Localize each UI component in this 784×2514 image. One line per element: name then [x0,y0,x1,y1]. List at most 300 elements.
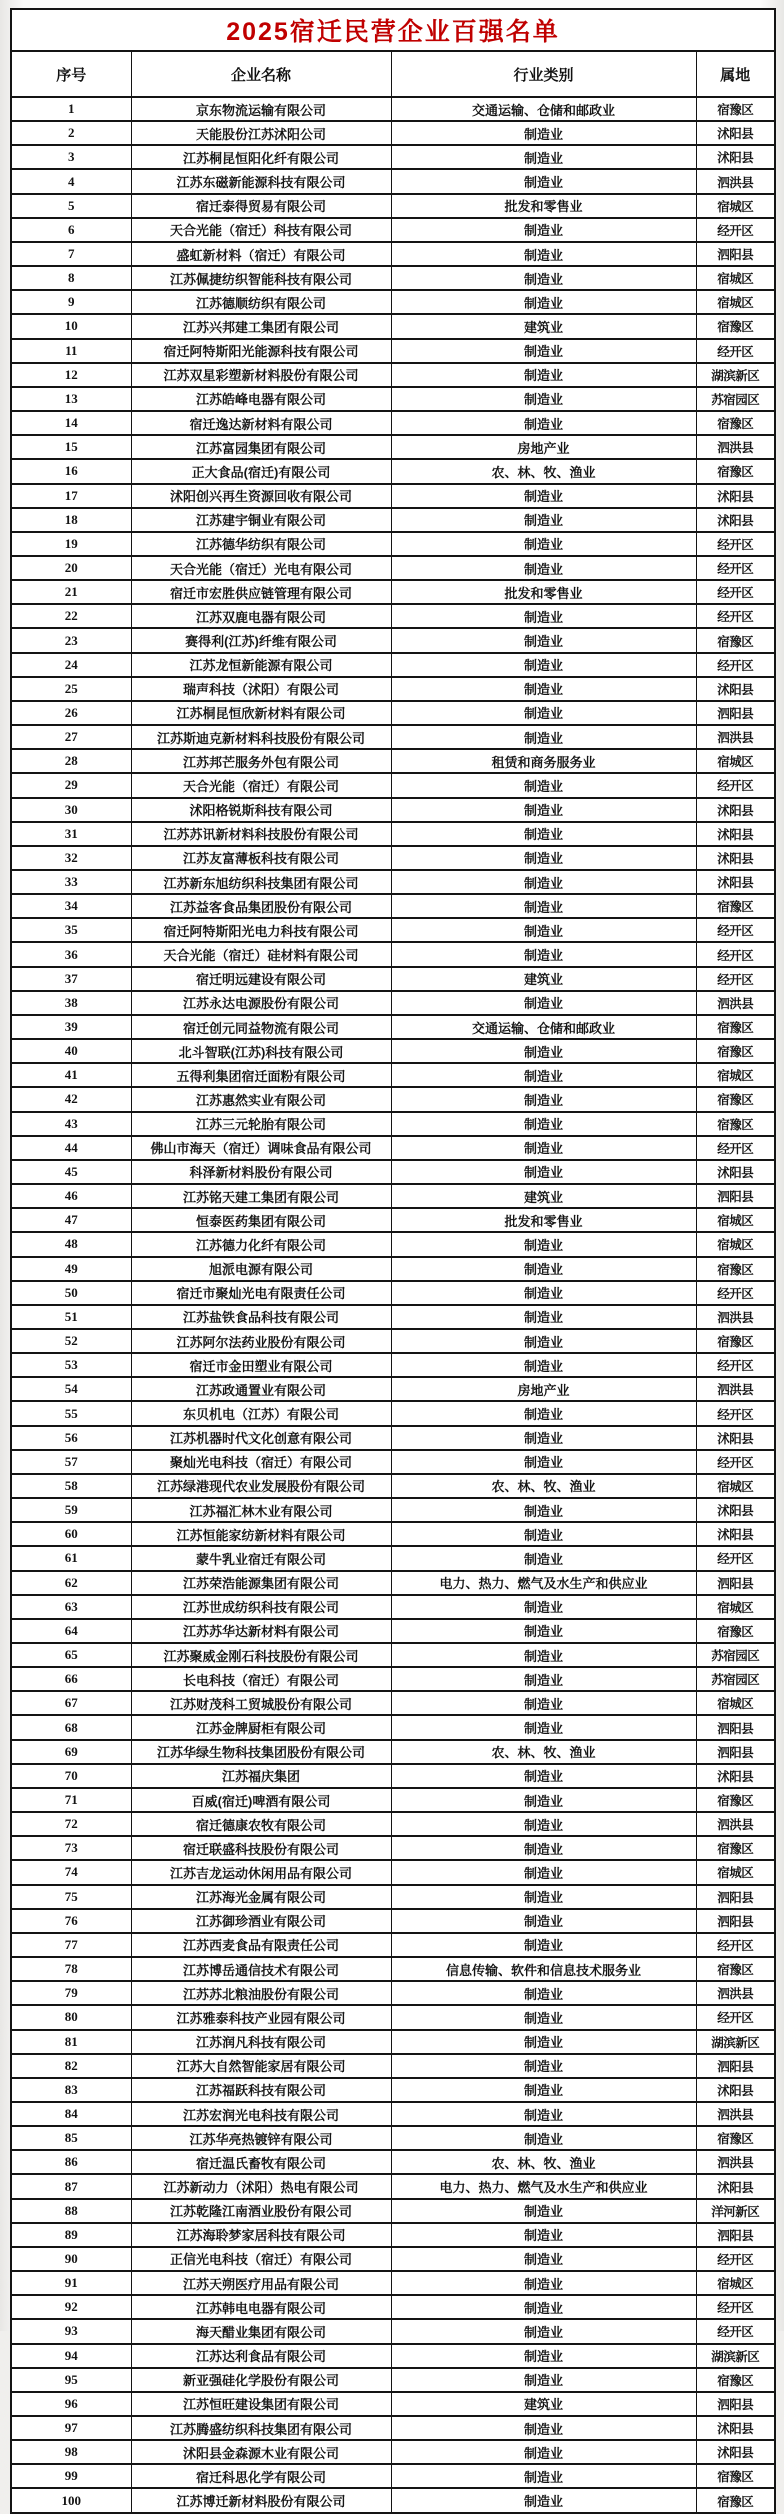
industry-cell: 制造业 [391,604,696,628]
table-row [11,1981,775,2005]
company-cell: 宿迁科思化学有限公司 [131,2464,391,2488]
company-cell: 江苏聚威金刚石科技股份有限公司 [131,1643,391,1667]
region-cell: 经开区 [696,604,775,628]
region-cell: 沭阳县 [696,1522,775,1546]
region-cell: 宿豫区 [696,411,775,435]
industry-cell: 制造业 [391,1933,696,1957]
rank-cell: 86 [11,2150,131,2174]
rank-cell: 76 [11,1909,131,1933]
industry-cell: 制造业 [391,484,696,508]
region-cell: 沭阳县 [696,2078,775,2102]
region-cell: 湖滨新区 [696,2030,775,2054]
rank-cell: 55 [11,1401,131,1425]
industry-cell: 制造业 [391,290,696,314]
region-cell: 宿豫区 [696,459,775,483]
rank-cell: 1 [11,97,131,121]
table-row [11,2030,775,2054]
table-row [11,411,775,435]
rank-cell: 19 [11,532,131,556]
rank-cell: 64 [11,1619,131,1643]
rank-cell: 71 [11,1788,131,1812]
region-cell: 苏宿园区 [696,1643,775,1667]
table-row [11,967,775,991]
industry-cell: 批发和零售业 [391,194,696,218]
table-row [11,1426,775,1450]
company-cell: 百威(宿迁)啤酒有限公司 [131,1788,391,1812]
company-cell: 江苏世成纺织科技有限公司 [131,1595,391,1619]
table-body [11,97,775,2513]
column-header-company: 企业名称 [131,51,391,97]
industry-cell: 制造业 [391,1764,696,1788]
table-row [11,1957,775,1981]
rank-cell: 3 [11,145,131,169]
table-row [11,725,775,749]
industry-cell: 制造业 [391,1232,696,1256]
industry-cell: 电力、热力、燃气及水生产和供应业 [391,1571,696,1595]
rank-cell: 96 [11,2392,131,2416]
rank-cell: 41 [11,1063,131,1087]
rank-cell: 78 [11,1957,131,1981]
company-cell: 科泽新材料股份有限公司 [131,1160,391,1184]
table-row [11,387,775,411]
region-cell: 沭阳县 [696,484,775,508]
table-row [11,169,775,193]
table-row [11,1667,775,1691]
table-row [11,1643,775,1667]
rank-cell: 31 [11,822,131,846]
company-cell: 江苏皓峰电器有限公司 [131,387,391,411]
company-cell: 江苏御珍酒业有限公司 [131,1909,391,1933]
industry-cell: 建筑业 [391,967,696,991]
company-cell: 天合光能（宿迁）硅材料有限公司 [131,942,391,966]
industry-cell: 制造业 [391,387,696,411]
company-cell: 江苏苏华达新材料有限公司 [131,1619,391,1643]
table-row [11,2416,775,2440]
rank-cell: 34 [11,894,131,918]
industry-cell: 制造业 [391,2295,696,2319]
company-cell: 天能股份江苏沭阳公司 [131,121,391,145]
region-cell: 经开区 [696,1281,775,1305]
industry-cell: 制造业 [391,1450,696,1474]
region-cell: 湖滨新区 [696,2344,775,2368]
industry-cell: 制造业 [391,677,696,701]
company-cell: 正大食品(宿迁)有限公司 [131,459,391,483]
company-cell: 江苏富园集团有限公司 [131,435,391,459]
industry-cell: 批发和零售业 [391,580,696,604]
industry-cell: 制造业 [391,1667,696,1691]
industry-cell: 制造业 [391,1087,696,1111]
rank-cell: 30 [11,798,131,822]
table-row [11,2344,775,2368]
region-cell: 沭阳县 [696,2174,775,2198]
company-cell: 江苏福跃科技有限公司 [131,2078,391,2102]
industry-cell: 制造业 [391,2102,696,2126]
company-cell: 江苏惠然实业有限公司 [131,1087,391,1111]
region-cell: 宿城区 [696,1595,775,1619]
region-cell: 宿城区 [696,1474,775,1498]
company-cell: 江苏三元轮胎有限公司 [131,1112,391,1136]
industry-cell: 制造业 [391,218,696,242]
rank-cell: 73 [11,1836,131,1860]
company-cell: 江苏苏讯新材料科技股份有限公司 [131,822,391,846]
table-row [11,2150,775,2174]
industry-cell: 制造业 [391,870,696,894]
rank-cell: 4 [11,169,131,193]
region-cell: 沭阳县 [696,2416,775,2440]
company-cell: 江苏德顺纺织有限公司 [131,290,391,314]
region-cell: 宿豫区 [696,1836,775,1860]
region-cell: 泗洪县 [696,991,775,1015]
table-row [11,435,775,459]
region-cell: 宿城区 [696,1208,775,1232]
industry-cell: 建筑业 [391,1184,696,1208]
company-cell: 江苏乾隆江南酒业股份有限公司 [131,2199,391,2223]
rank-cell: 62 [11,1571,131,1595]
region-cell: 宿豫区 [696,894,775,918]
company-cell: 宿迁市金田塑业有限公司 [131,1353,391,1377]
table-row [11,1764,775,1788]
industry-cell: 制造业 [391,1643,696,1667]
rank-cell: 100 [11,2488,131,2512]
region-cell: 经开区 [696,967,775,991]
company-cell: 新亚强硅化学股份有限公司 [131,2368,391,2392]
rank-cell: 74 [11,1860,131,1884]
industry-cell: 房地产业 [391,1377,696,1401]
region-cell: 泗阳县 [696,1885,775,1909]
company-cell: 沭阳县金森源木业有限公司 [131,2440,391,2464]
table-row [11,2464,775,2488]
rank-cell: 93 [11,2319,131,2343]
rank-cell: 68 [11,1715,131,1739]
region-cell: 经开区 [696,339,775,363]
company-cell: 沭阳创兴再生资源回收有限公司 [131,484,391,508]
title-row [11,9,775,51]
rank-cell: 49 [11,1257,131,1281]
company-cell: 北斗智联(江苏)科技有限公司 [131,1039,391,1063]
rank-cell: 56 [11,1426,131,1450]
table-row [11,2488,775,2512]
region-cell: 沭阳县 [696,508,775,532]
region-cell: 宿豫区 [696,1619,775,1643]
region-cell: 经开区 [696,556,775,580]
industry-cell: 制造业 [391,2126,696,2150]
table-row [11,798,775,822]
industry-cell: 制造业 [391,653,696,677]
company-cell: 江苏苏北粮油股份有限公司 [131,1981,391,2005]
company-cell: 蒙牛乳业宿迁有限公司 [131,1546,391,1570]
region-cell: 宿豫区 [696,1039,775,1063]
rank-cell: 81 [11,2030,131,2054]
company-cell: 宿迁逸达新材料有限公司 [131,411,391,435]
table-row [11,1860,775,1884]
industry-cell: 农、林、牧、渔业 [391,2150,696,2174]
region-cell: 宿豫区 [696,314,775,338]
company-cell: 江苏海光金属有限公司 [131,1885,391,1909]
industry-cell: 制造业 [391,508,696,532]
region-cell: 宿豫区 [696,628,775,652]
table-row [11,2174,775,2198]
industry-cell: 制造业 [391,894,696,918]
region-cell: 泗洪县 [696,1812,775,1836]
rank-cell: 85 [11,2126,131,2150]
region-cell: 经开区 [696,1933,775,1957]
industry-cell: 制造业 [391,1257,696,1281]
industry-cell: 制造业 [391,1546,696,1570]
industry-cell: 房地产业 [391,435,696,459]
region-cell: 宿豫区 [696,1015,775,1039]
company-cell: 宿迁阿特斯阳光电力科技有限公司 [131,918,391,942]
region-cell: 泗阳县 [696,242,775,266]
region-cell: 泗洪县 [696,2150,775,2174]
region-cell: 经开区 [696,1401,775,1425]
company-cell: 赛得利(江苏)纤维有限公司 [131,628,391,652]
region-cell: 经开区 [696,2319,775,2343]
company-cell: 恒泰医药集团有限公司 [131,1208,391,1232]
table-row [11,1257,775,1281]
industry-cell: 建筑业 [391,2392,696,2416]
company-cell: 宿迁德康农牧有限公司 [131,1812,391,1836]
industry-cell: 制造业 [391,991,696,1015]
region-cell: 宿城区 [696,2271,775,2295]
company-cell: 江苏恒能家纺新材料有限公司 [131,1522,391,1546]
rank-cell: 67 [11,1691,131,1715]
company-cell: 旭派电源有限公司 [131,1257,391,1281]
region-cell: 泗洪县 [696,1981,775,2005]
industry-cell: 制造业 [391,2078,696,2102]
table-row [11,846,775,870]
table-row [11,1087,775,1111]
company-cell: 江苏德华纺织有限公司 [131,532,391,556]
company-cell: 江苏韩电电器有限公司 [131,2295,391,2319]
industry-cell: 制造业 [391,145,696,169]
company-cell: 江苏新东旭纺织科技集团有限公司 [131,870,391,894]
industry-cell: 制造业 [391,2440,696,2464]
rank-cell: 15 [11,435,131,459]
rank-cell: 14 [11,411,131,435]
industry-cell: 制造业 [391,1909,696,1933]
region-cell: 经开区 [696,1450,775,1474]
rank-cell: 24 [11,653,131,677]
company-cell: 海天醋业集团有限公司 [131,2319,391,2343]
region-cell: 经开区 [696,1136,775,1160]
table-row [11,1377,775,1401]
rank-cell: 48 [11,1232,131,1256]
industry-cell: 制造业 [391,725,696,749]
region-cell: 泗阳县 [696,2392,775,2416]
table-row [11,97,775,121]
industry-cell: 交通运输、仓储和邮政业 [391,97,696,121]
table-row [11,870,775,894]
company-cell: 江苏机器时代文化创意有限公司 [131,1426,391,1450]
industry-cell: 制造业 [391,2005,696,2029]
industry-cell: 制造业 [391,1160,696,1184]
table-row [11,1450,775,1474]
industry-cell: 制造业 [391,942,696,966]
table-row [11,749,775,773]
company-cell: 江苏荣浩能源集团有限公司 [131,1571,391,1595]
industry-cell: 制造业 [391,411,696,435]
region-cell: 经开区 [696,2295,775,2319]
table-row [11,2247,775,2271]
table-row [11,2199,775,2223]
table-row [11,508,775,532]
region-cell: 经开区 [696,942,775,966]
table-row [11,653,775,677]
table-row [11,194,775,218]
industry-cell: 制造业 [391,1401,696,1425]
rank-cell: 18 [11,508,131,532]
industry-cell: 制造业 [391,1063,696,1087]
industry-cell: 制造业 [391,169,696,193]
industry-cell: 制造业 [391,1329,696,1353]
table-row [11,2078,775,2102]
table-row [11,701,775,725]
table-row [11,2368,775,2392]
rank-cell: 57 [11,1450,131,1474]
rank-cell: 44 [11,1136,131,1160]
company-cell: 江苏斯迪克新材料科技股份有限公司 [131,725,391,749]
company-cell: 江苏桐昆恒欣新材料有限公司 [131,701,391,725]
table-row [11,1474,775,1498]
region-cell: 经开区 [696,653,775,677]
rank-cell: 83 [11,2078,131,2102]
industry-cell: 制造业 [391,1860,696,1884]
rank-cell: 54 [11,1377,131,1401]
table-row [11,2295,775,2319]
industry-cell: 农、林、牧、渔业 [391,459,696,483]
table-row [11,1571,775,1595]
region-cell: 湖滨新区 [696,363,775,387]
rank-cell: 65 [11,1643,131,1667]
region-cell: 宿城区 [696,1691,775,1715]
industry-cell: 制造业 [391,1281,696,1305]
table-row [11,628,775,652]
company-cell: 宿迁阿特斯阳光能源科技有限公司 [131,339,391,363]
industry-cell: 制造业 [391,2247,696,2271]
region-cell: 宿豫区 [696,1957,775,1981]
company-cell: 江苏龙恒新能源有限公司 [131,653,391,677]
region-cell: 泗洪县 [696,435,775,459]
rank-cell: 35 [11,918,131,942]
company-cell: 宿迁市宏胜供应链管理有限公司 [131,580,391,604]
company-cell: 沭阳格锐斯科技有限公司 [131,798,391,822]
rank-cell: 89 [11,2223,131,2247]
region-cell: 宿豫区 [696,1087,775,1111]
rank-cell: 8 [11,266,131,290]
company-cell: 江苏达利食品有限公司 [131,2344,391,2368]
table-row [11,1208,775,1232]
industry-cell: 制造业 [391,363,696,387]
rank-cell: 37 [11,967,131,991]
region-cell: 宿豫区 [696,97,775,121]
table-row [11,121,775,145]
rank-cell: 51 [11,1305,131,1329]
industry-cell: 交通运输、仓储和邮政业 [391,1015,696,1039]
table-head [11,9,775,97]
company-cell: 江苏宏润光电科技有限公司 [131,2102,391,2126]
table-row [11,822,775,846]
region-cell: 宿豫区 [696,1788,775,1812]
company-cell: 江苏华亮热镀锌有限公司 [131,2126,391,2150]
table-row [11,1136,775,1160]
industry-cell: 制造业 [391,2030,696,2054]
rank-cell: 52 [11,1329,131,1353]
region-cell: 沭阳县 [696,846,775,870]
region-cell: 沭阳县 [696,1426,775,1450]
region-cell: 泗阳县 [696,2054,775,2078]
company-cell: 江苏润凡科技有限公司 [131,2030,391,2054]
industry-cell: 制造业 [391,1112,696,1136]
region-cell: 经开区 [696,580,775,604]
column-header-region: 属地 [696,51,775,97]
company-cell: 东贝机电（江苏）有限公司 [131,1401,391,1425]
company-cell: 宿迁联盛科技股份有限公司 [131,1836,391,1860]
rank-cell: 6 [11,218,131,242]
region-cell: 宿城区 [696,266,775,290]
company-cell: 江苏西麦食品有限责任公司 [131,1933,391,1957]
industry-cell: 制造业 [391,846,696,870]
company-cell: 江苏桐昆恒阳化纤有限公司 [131,145,391,169]
company-cell: 江苏双鹿电器有限公司 [131,604,391,628]
table-row [11,677,775,701]
rank-cell: 38 [11,991,131,1015]
table-row [11,1933,775,1957]
table-row [11,2319,775,2343]
region-cell: 经开区 [696,1546,775,1570]
industry-cell: 制造业 [391,1426,696,1450]
rank-cell: 53 [11,1353,131,1377]
table-row [11,894,775,918]
company-cell: 江苏益客食品集团股份有限公司 [131,894,391,918]
region-cell: 沭阳县 [696,677,775,701]
company-cell: 江苏建宇铜业有限公司 [131,508,391,532]
table-row [11,1063,775,1087]
region-cell: 经开区 [696,532,775,556]
region-cell: 宿城区 [696,1063,775,1087]
company-cell: 江苏金牌厨柜有限公司 [131,1715,391,1739]
rank-cell: 63 [11,1595,131,1619]
industry-cell: 制造业 [391,266,696,290]
rank-cell: 97 [11,2416,131,2440]
region-cell: 经开区 [696,918,775,942]
rank-cell: 42 [11,1087,131,1111]
industry-cell: 制造业 [391,1498,696,1522]
region-cell: 泗阳县 [696,1909,775,1933]
industry-cell: 制造业 [391,2319,696,2343]
region-cell: 宿豫区 [696,2488,775,2512]
rank-cell: 21 [11,580,131,604]
region-cell: 经开区 [696,2005,775,2029]
company-cell: 江苏双星彩塑新材料股份有限公司 [131,363,391,387]
region-cell: 经开区 [696,1353,775,1377]
industry-cell: 制造业 [391,1981,696,2005]
table-row [11,1232,775,1256]
page-title: 2025宿迁民营企业百强名单 [11,9,775,51]
company-cell: 江苏吉龙运动休闲用品有限公司 [131,1860,391,1884]
company-cell: 五得利集团宿迁面粉有限公司 [131,1063,391,1087]
header-row [11,51,775,97]
rank-cell: 32 [11,846,131,870]
region-cell: 宿城区 [696,194,775,218]
rank-cell: 33 [11,870,131,894]
rank-cell: 72 [11,1812,131,1836]
table-row [11,2223,775,2247]
company-cell: 江苏阿尔法药业股份有限公司 [131,1329,391,1353]
table-row [11,363,775,387]
industry-cell: 制造业 [391,1885,696,1909]
table-row [11,1812,775,1836]
region-cell: 宿城区 [696,1232,775,1256]
